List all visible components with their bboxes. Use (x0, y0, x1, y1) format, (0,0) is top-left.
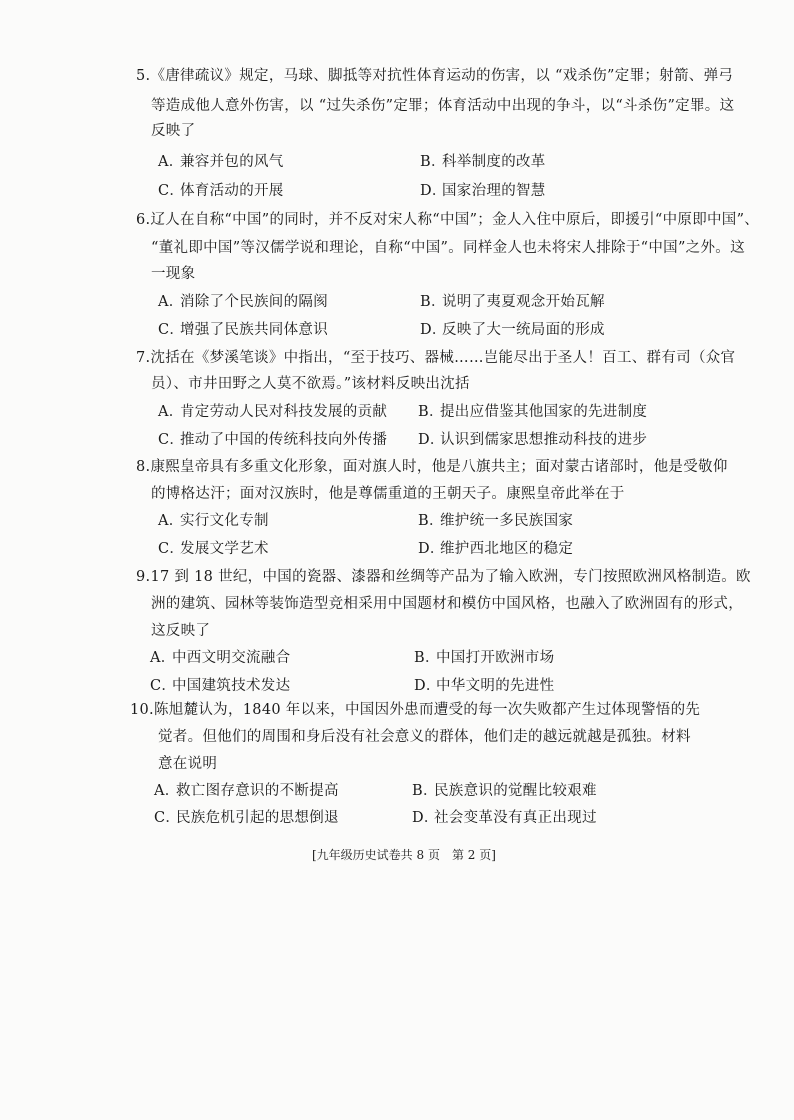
option-d: D．认识到儒家思想推动科技的进步 (418, 432, 648, 448)
question-text-line: 意在说明 (158, 756, 218, 772)
option-c: C．发展文学艺术 (158, 541, 269, 557)
option-a: A．中西文明交流融合 (150, 650, 291, 666)
option-c: C．体育活动的开展 (158, 183, 284, 199)
option-b: B．中国打开欧洲市场 (414, 650, 555, 666)
option-b: B．民族意识的觉醒比较艰难 (412, 783, 597, 799)
question-text-line: 等造成他人意外伤害，以 “过失杀伤”定罪；体育活动中出现的争斗，以“斗杀伤”定罪。这 (151, 98, 735, 114)
option-d: D．社会变革没有真正出现过 (412, 810, 597, 826)
option-d: D．中华文明的先进性 (414, 678, 555, 694)
page-footer: [九年级历史试卷共 8 页 第 2 页] (312, 848, 496, 862)
option-c: C．推动了中国的传统科技向外传播 (158, 432, 388, 448)
option-b: B．科举制度的改革 (420, 154, 546, 170)
question-text-line: 7.沈括在《梦溪笔谈》中指出，“至于技巧、器械……岂能尽出于圣人！百工、群有司（众官 (136, 350, 736, 366)
option-d: D．维护西北地区的稳定 (418, 541, 574, 557)
option-b: B．提出应借鉴其他国家的先进制度 (418, 404, 648, 420)
option-c: C．中国建筑技术发达 (150, 678, 291, 694)
option-d: D．反映了大一统局面的形成 (420, 322, 605, 338)
option-a: A．实行文化专制 (158, 513, 269, 529)
question-text-line: 10.陈旭麓认为，1840 年以来，中国因外患而遭受的每一次失败都产生过体现警悟的先 (130, 702, 701, 718)
option-c: C．民族危机引起的思想倒退 (154, 810, 339, 826)
question-text-line: 反映了 (151, 123, 196, 139)
option-b: B．说明了夷夏观念开始瓦解 (420, 294, 605, 310)
option-a: A．救亡图存意识的不断提高 (154, 783, 339, 799)
question-text-line: “董礼即中国”等汉儒学说和理论，自称“中国”。同样金人也未将宋人排除于“中国”之外。这 (151, 240, 745, 256)
option-a: A．消除了个民族间的隔阂 (158, 294, 328, 310)
question-text-line: 的博格达汗；面对汉族时，他是尊儒重道的王朝天子。康熙皇帝此举在于 (151, 486, 625, 502)
question-text-line: 一现象 (151, 266, 196, 282)
question-text-line: 8.康熙皇帝具有多重文化形象，面对旗人时，他是八旗共主；面对蒙古诸部时，他是受敬仰 (136, 459, 728, 475)
question-text-line: 6.辽人在自称“中国”的同时，并不反对宋人称“中国”；金人入住中原后，即援引“中原即中国”、 (136, 212, 760, 228)
question-text-line: 9.17 到 18 世纪，中国的瓷器、漆器和丝绸等产品为了输入欧洲，专门按照欧洲风格制造。欧 (136, 569, 751, 585)
question-text-line: 洲的建筑、园林等装饰造型竞相采用中国题材和模仿中国风格，也融入了欧洲固有的形式， (151, 596, 743, 612)
option-d: D．国家治理的智慧 (420, 183, 546, 199)
question-text-line: 员）、市井田野之人莫不欲焉。”该材料反映出沈括 (151, 376, 470, 392)
question-text-line: 5.《唐律疏议》规定，马球、脚抵等对抗性体育运动的伤害，以 “戏杀伤”定罪；射箭、弹弓 (136, 68, 734, 84)
question-text-line: 这反映了 (151, 623, 211, 639)
option-a: A．肯定劳动人民对科技发展的贡献 (158, 404, 388, 420)
option-c: C．增强了民族共同体意识 (158, 322, 328, 338)
question-text-line: 觉者。但他们的周围和身后没有社会意义的群体，他们走的越远就越是孤独。材料 (158, 729, 691, 745)
option-b: B．维护统一多民族国家 (418, 513, 574, 529)
option-a: A．兼容并包的风气 (158, 154, 284, 170)
